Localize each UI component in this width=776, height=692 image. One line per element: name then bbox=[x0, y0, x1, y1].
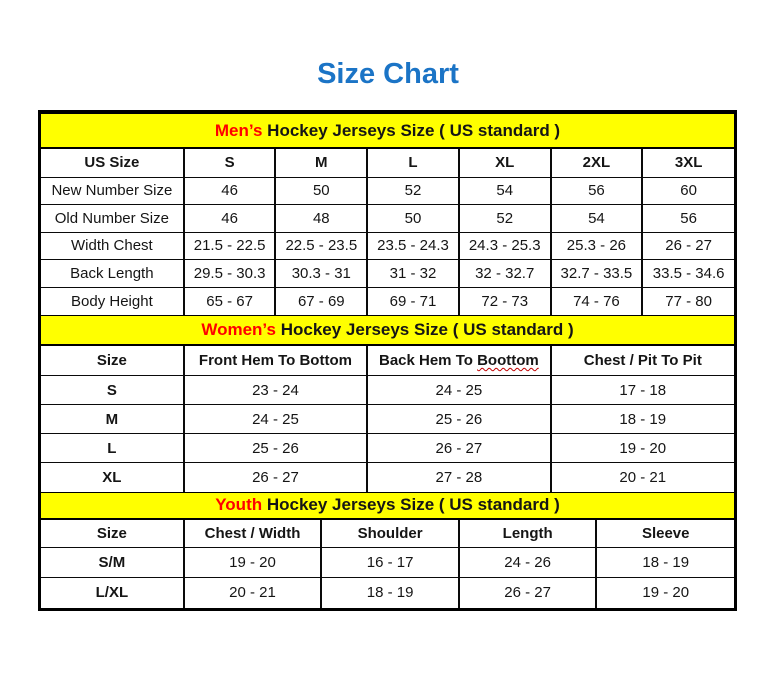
table-row bbox=[41, 376, 734, 405]
row-label: L/XL bbox=[41, 578, 184, 608]
youth-band-rest: Hockey Jerseys Size ( US standard ) bbox=[262, 495, 560, 514]
header-row bbox=[41, 346, 734, 376]
size-chart bbox=[38, 110, 737, 611]
table-row bbox=[41, 578, 734, 608]
size-value-cell: 52 bbox=[367, 177, 459, 205]
womens-size-table bbox=[41, 346, 734, 492]
size-value-cell: 56 bbox=[551, 177, 643, 205]
table-row bbox=[41, 287, 734, 315]
size-value-cell: 65 - 67 bbox=[184, 287, 276, 315]
column-header: 2XL bbox=[551, 149, 643, 177]
column-header bbox=[367, 346, 550, 376]
size-value-cell: 23.5 - 24.3 bbox=[367, 232, 459, 260]
column-header: Chest / Width bbox=[184, 520, 322, 548]
mens-section bbox=[41, 114, 734, 315]
column-header: Size bbox=[41, 346, 184, 376]
womens-section bbox=[41, 315, 734, 492]
column-header: Sleeve bbox=[596, 520, 734, 548]
size-value-cell: 19 - 20 bbox=[551, 434, 734, 463]
size-value-cell: 32 - 32.7 bbox=[459, 260, 551, 288]
row-label: S/M bbox=[41, 548, 184, 578]
size-value-cell: 21.5 - 22.5 bbox=[184, 232, 276, 260]
column-header: Chest / Pit To Pit bbox=[551, 346, 734, 376]
row-label: M bbox=[41, 405, 184, 434]
womens-band-rest: Hockey Jerseys Size ( US standard ) bbox=[275, 319, 574, 339]
size-value-cell: 54 bbox=[459, 177, 551, 205]
youth-size-table bbox=[41, 520, 734, 608]
womens-band-title bbox=[41, 315, 734, 346]
mens-band-title bbox=[41, 114, 734, 149]
size-value-cell: 31 - 32 bbox=[367, 260, 459, 288]
table-row bbox=[41, 548, 734, 578]
row-label: New Number Size bbox=[41, 177, 184, 205]
size-value-cell: 24 - 25 bbox=[367, 376, 550, 405]
size-value-cell: 20 - 21 bbox=[551, 463, 734, 492]
header-row bbox=[41, 149, 734, 177]
size-value-cell: 24 - 25 bbox=[184, 405, 367, 434]
size-value-cell: 50 bbox=[367, 205, 459, 233]
size-value-cell: 50 bbox=[275, 177, 367, 205]
size-value-cell: 27 - 28 bbox=[367, 463, 550, 492]
column-header: Size bbox=[41, 520, 184, 548]
size-value-cell: 19 - 20 bbox=[596, 578, 734, 608]
womens-band-highlight: Women’s bbox=[201, 319, 276, 339]
row-label: Width Chest bbox=[41, 232, 184, 260]
size-value-cell: 48 bbox=[275, 205, 367, 233]
size-value-cell: 26 - 27 bbox=[367, 434, 550, 463]
column-header: XL bbox=[459, 149, 551, 177]
size-value-cell: 54 bbox=[551, 205, 643, 233]
size-value-cell: 77 - 80 bbox=[642, 287, 734, 315]
size-value-cell: 29.5 - 30.3 bbox=[184, 260, 276, 288]
row-label: Old Number Size bbox=[41, 205, 184, 233]
size-value-cell: 18 - 19 bbox=[596, 548, 734, 578]
row-label: Body Height bbox=[41, 287, 184, 315]
size-value-cell: 46 bbox=[184, 205, 276, 233]
column-header: Front Hem To Bottom bbox=[184, 346, 367, 376]
size-value-cell: 30.3 - 31 bbox=[275, 260, 367, 288]
row-label: XL bbox=[41, 463, 184, 492]
size-value-cell: 19 - 20 bbox=[184, 548, 322, 578]
table-row bbox=[41, 463, 734, 492]
size-value-cell: 33.5 - 34.6 bbox=[642, 260, 734, 288]
size-value-cell: 74 - 76 bbox=[551, 287, 643, 315]
size-value-cell: 25.3 - 26 bbox=[551, 232, 643, 260]
size-value-cell: 24.3 - 25.3 bbox=[459, 232, 551, 260]
column-header: US Size bbox=[41, 149, 184, 177]
table-row bbox=[41, 405, 734, 434]
page-title: Size Chart bbox=[317, 58, 459, 90]
size-value-cell: 24 - 26 bbox=[459, 548, 597, 578]
row-label: L bbox=[41, 434, 184, 463]
size-value-cell: 52 bbox=[459, 205, 551, 233]
header-row bbox=[41, 520, 734, 548]
column-header: 3XL bbox=[642, 149, 734, 177]
size-value-cell: 18 - 19 bbox=[551, 405, 734, 434]
column-header: Length bbox=[459, 520, 597, 548]
table-row bbox=[41, 232, 734, 260]
column-header: L bbox=[367, 149, 459, 177]
size-value-cell: 26 - 27 bbox=[184, 463, 367, 492]
mens-band-rest: Hockey Jerseys Size ( US standard ) bbox=[262, 120, 561, 140]
row-label: S bbox=[41, 376, 184, 405]
size-value-cell: 69 - 71 bbox=[367, 287, 459, 315]
table-row bbox=[41, 205, 734, 233]
size-value-cell: 20 - 21 bbox=[184, 578, 322, 608]
column-header-text: Back Hem To bbox=[378, 351, 478, 369]
column-header: M bbox=[275, 149, 367, 177]
size-value-cell: 25 - 26 bbox=[184, 434, 367, 463]
column-header: S bbox=[184, 149, 276, 177]
size-value-cell: 60 bbox=[642, 177, 734, 205]
size-value-cell: 22.5 - 23.5 bbox=[275, 232, 367, 260]
size-value-cell: 32.7 - 33.5 bbox=[551, 260, 643, 288]
size-value-cell: 56 bbox=[642, 205, 734, 233]
size-value-cell: 72 - 73 bbox=[459, 287, 551, 315]
size-value-cell: 46 bbox=[184, 177, 276, 205]
table-row bbox=[41, 434, 734, 463]
mens-size-table bbox=[41, 149, 734, 315]
column-header: Shoulder bbox=[321, 520, 459, 548]
youth-band-title bbox=[41, 492, 734, 520]
size-value-cell: 26 - 27 bbox=[459, 578, 597, 608]
size-value-cell: 17 - 18 bbox=[551, 376, 734, 405]
youth-section bbox=[41, 492, 734, 608]
mens-band-highlight: Men’s bbox=[214, 120, 263, 140]
size-value-cell: 18 - 19 bbox=[321, 578, 459, 608]
size-value-cell: 16 - 17 bbox=[321, 548, 459, 578]
youth-band-highlight: Youth bbox=[215, 495, 263, 514]
size-value-cell: 23 - 24 bbox=[184, 376, 367, 405]
size-value-cell: 26 - 27 bbox=[642, 232, 734, 260]
table-row bbox=[41, 177, 734, 205]
misspelled-word: Boottom bbox=[477, 351, 539, 369]
size-value-cell: 67 - 69 bbox=[275, 287, 367, 315]
table-row bbox=[41, 260, 734, 288]
size-value-cell: 25 - 26 bbox=[367, 405, 550, 434]
row-label: Back Length bbox=[41, 260, 184, 288]
